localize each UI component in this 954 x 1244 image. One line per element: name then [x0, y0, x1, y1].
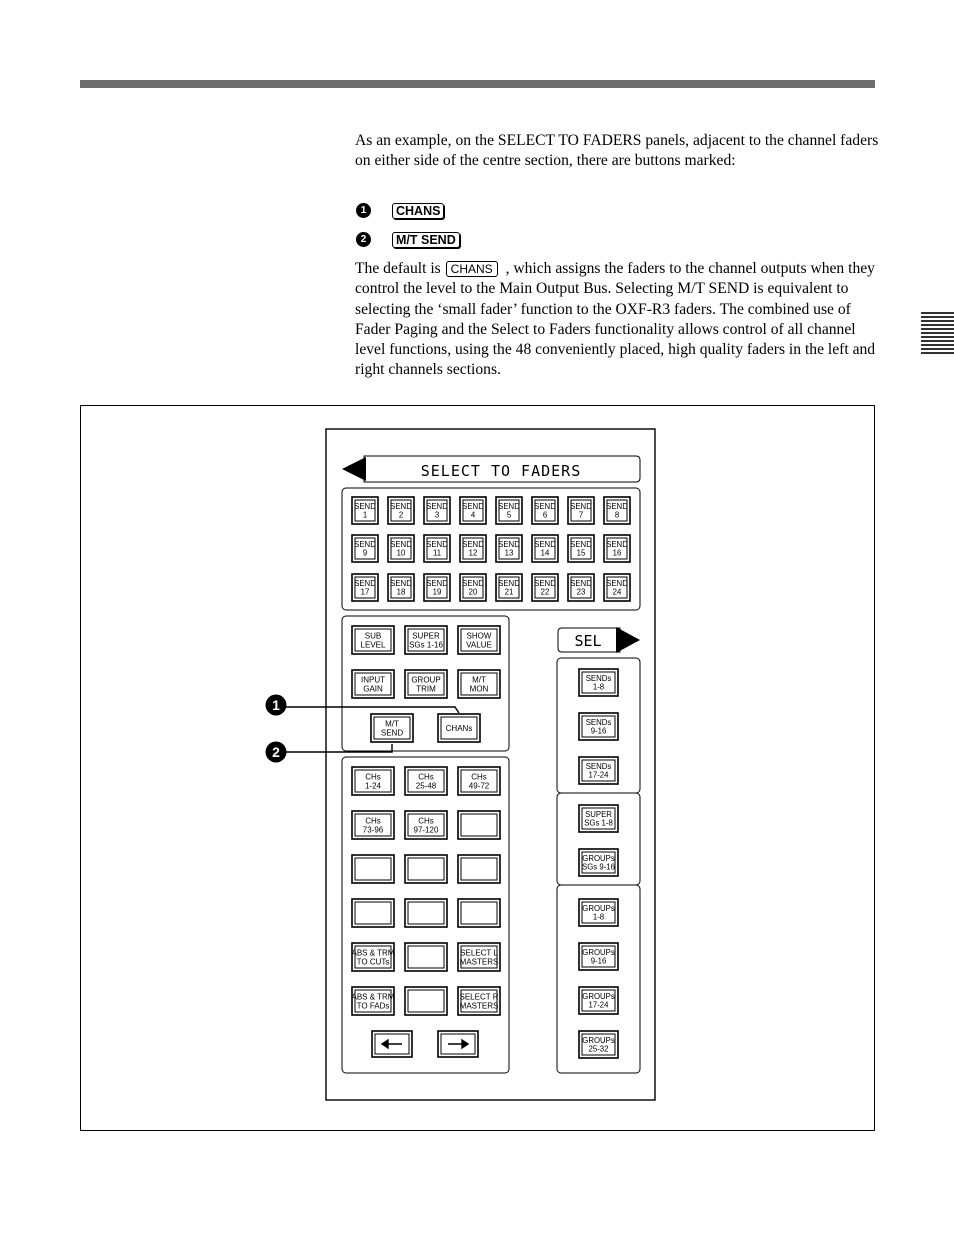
channel-button-7 [405, 855, 447, 883]
send-button-7-label-0: SEND [570, 501, 592, 511]
function-button-0-label-0: SUB [364, 631, 382, 641]
panel-title: SELECT TO FADERS [420, 462, 582, 480]
send-button-1 [352, 497, 378, 524]
send-button-3 [424, 497, 450, 524]
channel-button-13 [405, 943, 447, 971]
send-button-19 [424, 574, 450, 601]
channel-button-13-outer [405, 943, 447, 971]
send-button-2-label-0: SEND [390, 501, 412, 511]
send-button-23-label-1: 23 [576, 587, 586, 597]
send-button-23 [568, 574, 594, 601]
send-button-6 [532, 497, 558, 524]
send-button-19-label-1: 19 [432, 587, 442, 597]
send-button-18-label-1: 18 [396, 587, 406, 597]
channel-button-8-outer [458, 855, 500, 883]
channel-button-4 [405, 811, 447, 839]
channel-button-16-outer [405, 987, 447, 1015]
send-button-10-label-0: SEND [390, 539, 412, 549]
channel-button-5-outer [458, 811, 500, 839]
function-button-1-label-0: SUPER [412, 631, 440, 641]
select-button-7 [579, 987, 618, 1014]
select-button-2-label-1: 17-24 [588, 770, 609, 780]
send-button-8 [604, 497, 630, 524]
send-button-4-label-0: SEND [462, 501, 484, 511]
function-button-3-label-0: INPUT [361, 675, 385, 685]
send-button-22 [532, 574, 558, 601]
chans-key-label: CHANS [392, 203, 444, 219]
send-button-24-label-0: SEND [606, 578, 628, 588]
channel-button-1 [405, 767, 447, 795]
chans-inline-key: CHANS [446, 261, 498, 277]
function-button-5-label-1: MON [469, 684, 489, 694]
send-button-24 [604, 574, 630, 601]
send-button-4 [460, 497, 486, 524]
channel-button-2-label-1: 49-72 [468, 781, 490, 791]
select-button-5-label-1: 1-8 [592, 912, 605, 922]
select-button-8-label-0: GROUPs [582, 1035, 615, 1045]
send-button-16-label-1: 16 [612, 548, 622, 558]
send-button-7-label-1: 7 [578, 510, 584, 520]
channel-button-5 [458, 811, 500, 839]
send-button-12 [460, 535, 486, 562]
send-button-16 [604, 535, 630, 562]
function-button-2 [458, 626, 500, 654]
send-button-5-label-0: SEND [498, 501, 520, 511]
select-button-0-label-1: 1-8 [592, 682, 605, 692]
send-button-10-label-1: 10 [396, 548, 406, 558]
send-button-12-label-1: 12 [468, 548, 478, 558]
select-button-0-label-0: SENDs [585, 673, 612, 683]
channel-button-3-label-0: CHs [365, 816, 381, 826]
channel-button-6 [352, 855, 394, 883]
send-button-10 [388, 535, 414, 562]
select-button-6 [579, 943, 618, 970]
send-button-5 [496, 497, 522, 524]
send-button-23-label-0: SEND [570, 578, 592, 588]
function-button-4 [405, 670, 447, 698]
channel-button-1-label-0: CHs [418, 772, 434, 782]
send-button-20-label-1: 20 [468, 587, 478, 597]
send-button-14 [532, 535, 558, 562]
send-button-11-label-0: SEND [426, 539, 448, 549]
send-button-21 [496, 574, 522, 601]
send-button-15-label-1: 15 [576, 548, 586, 558]
select-button-7-label-1: 17-24 [588, 1000, 609, 1010]
select-button-1-label-1: 9-16 [590, 726, 607, 736]
send-button-6-label-0: SEND [534, 501, 556, 511]
default-rest: , which assigns the faders to the channel outputs when they control the level to the Main Output Bus. Selecting M/T SEND is equivalent to selecting the ‘small fader’ function to the OXF-R3 faders. The combined use of Fader Paging and the Select to Faders functionality allows control of all channel level functions, using the 48 conveniently placed, high quality faders in the left and right channels sections. [355, 260, 876, 379]
channel-button-15-label-0: ABS & TRM [351, 992, 395, 1002]
send-button-1-label-0: SEND [354, 501, 376, 511]
select-button-3-label-1: SGs 1-8 [584, 818, 613, 828]
send-button-14-label-1: 14 [540, 548, 550, 558]
channel-button-0-label-0: CHs [365, 772, 381, 782]
function-button-1 [405, 626, 447, 654]
send-button-2-label-1: 2 [398, 510, 404, 520]
callout-2-number: 2 [272, 744, 280, 760]
function-button-4-label-0: GROUP [411, 675, 441, 685]
channel-button-14 [458, 943, 500, 971]
function-button-2-label-0: SHOW [466, 631, 492, 641]
channel-button-11-outer [458, 899, 500, 927]
send-button-9-label-0: SEND [354, 539, 376, 549]
send-button-22-label-1: 22 [540, 587, 550, 597]
send-button-2 [388, 497, 414, 524]
send-button-15-label-0: SEND [570, 539, 592, 549]
channel-button-14-label-1: MASTERS [459, 957, 499, 967]
function-button-2-label-1: VALUE [466, 640, 492, 650]
channel-button-9-outer [352, 899, 394, 927]
function-button-5 [458, 670, 500, 698]
send-button-11-label-1: 11 [432, 548, 442, 558]
default-lead: The default is [355, 260, 441, 277]
channel-button-17-label-0: SELECT R [459, 992, 499, 1002]
channel-button-2-label-0: CHs [471, 772, 487, 782]
select-button-3 [579, 805, 618, 832]
channel-button-8 [458, 855, 500, 883]
send-button-9-label-1: 9 [362, 548, 368, 558]
send-button-17-label-0: SEND [354, 578, 376, 588]
mt-send-key-label: M/T SEND [392, 232, 460, 248]
send-button-3-label-1: 3 [434, 510, 440, 520]
select-button-5-label-0: GROUPs [582, 903, 615, 913]
channel-button-17-label-1: MASTERS [459, 1001, 499, 1011]
send-button-15 [568, 535, 594, 562]
send-button-9 [352, 535, 378, 562]
channel-button-1-label-1: 25-48 [415, 781, 437, 791]
send-button-20 [460, 574, 486, 601]
channel-button-14-label-0: SELECT L [460, 948, 498, 958]
send-button-1-label-1: 1 [362, 510, 368, 520]
function-button-6-label-1: SEND [380, 728, 404, 738]
send-button-22-label-0: SEND [534, 578, 556, 588]
channel-button-6-outer [352, 855, 394, 883]
select-button-4 [579, 849, 618, 876]
send-button-11 [424, 535, 450, 562]
channel-button-4-label-0: CHs [418, 816, 434, 826]
channel-button-10 [405, 899, 447, 927]
channel-button-3 [352, 811, 394, 839]
select-button-5 [579, 899, 618, 926]
send-button-13-label-0: SEND [498, 539, 520, 549]
channel-button-2 [458, 767, 500, 795]
function-button-3-label-1: GAIN [363, 684, 383, 694]
function-button-4-label-1: TRIM [416, 684, 436, 694]
send-button-19-label-0: SEND [426, 578, 448, 588]
channel-button-12 [352, 943, 395, 971]
select-button-1 [579, 713, 618, 740]
channel-button-3-label-1: 73-96 [362, 825, 384, 835]
select-button-1-label-0: SENDs [585, 717, 612, 727]
select-button-0 [579, 669, 618, 696]
callout-1-number: 1 [272, 697, 280, 713]
function-button-7 [438, 714, 480, 742]
function-button-3 [352, 670, 394, 698]
select-button-8 [579, 1031, 618, 1058]
send-button-5-label-1: 5 [506, 510, 512, 520]
channel-button-9 [352, 899, 394, 927]
item-number-2: 2 [356, 232, 371, 247]
send-button-14-label-0: SEND [534, 539, 556, 549]
send-button-12-label-0: SEND [462, 539, 484, 549]
send-button-8-label-0: SEND [606, 501, 628, 511]
channel-button-0 [352, 767, 394, 795]
channel-button-12-label-0: ABS & TRM [351, 948, 395, 958]
channel-button-15-label-1: TO FADs [356, 1001, 390, 1011]
send-button-24-label-1: 24 [612, 587, 622, 597]
send-button-18 [388, 574, 414, 601]
send-button-21-label-1: 21 [504, 587, 514, 597]
intro-paragraph: As an example, on the SELECT TO FADERS panels, adjacent to the channel faders on either side of the centre section, there are buttons marked: [355, 132, 879, 170]
function-button-0 [352, 626, 394, 654]
send-button-16-label-0: SEND [606, 539, 628, 549]
send-button-18-label-0: SEND [390, 578, 412, 588]
send-button-17 [352, 574, 378, 601]
function-button-6 [371, 714, 413, 742]
channel-button-11 [458, 899, 500, 927]
select-button-8-label-1: 25-32 [588, 1044, 609, 1054]
channel-button-17 [458, 987, 500, 1015]
function-button-5-label-0: M/T [472, 675, 486, 685]
channel-button-0-label-1: 1-24 [364, 781, 382, 791]
send-button-7 [568, 497, 594, 524]
send-button-21-label-0: SEND [498, 578, 520, 588]
function-button-0-label-1: LEVEL [360, 640, 386, 650]
channel-button-10-outer [405, 899, 447, 927]
send-button-20-label-0: SEND [462, 578, 484, 588]
send-button-4-label-1: 4 [470, 510, 476, 520]
select-button-2-label-0: SENDs [585, 761, 612, 771]
sel-label: SEL [574, 632, 602, 650]
select-button-4-label-1: SGs 9-16 [582, 862, 615, 872]
channel-button-15 [352, 987, 395, 1015]
select-button-3-label-0: SUPER [585, 809, 612, 819]
function-button-6-label-0: M/T [385, 719, 399, 729]
send-button-13-label-1: 13 [504, 548, 514, 558]
channel-button-7-outer [405, 855, 447, 883]
function-button-7-label-0: CHANs [445, 723, 473, 733]
channel-button-12-label-1: TO CUTs [356, 957, 390, 967]
sends-group [342, 488, 640, 610]
select-button-6-label-1: 9-16 [590, 956, 607, 966]
item-number-1: 1 [356, 203, 371, 218]
send-button-17-label-1: 17 [360, 587, 370, 597]
function-button-1-label-1: SGs 1-16 [409, 640, 443, 650]
channel-button-4-label-1: 97-120 [413, 825, 439, 835]
send-button-8-label-1: 8 [614, 510, 620, 520]
send-button-6-label-1: 6 [542, 510, 548, 520]
channel-button-16 [405, 987, 447, 1015]
select-button-4-label-0: GROUPs [582, 853, 615, 863]
select-button-2 [579, 757, 618, 784]
send-button-13 [496, 535, 522, 562]
select-button-7-label-0: GROUPs [582, 991, 615, 1001]
send-button-3-label-0: SEND [426, 501, 448, 511]
select-button-6-label-0: GROUPs [582, 947, 615, 957]
